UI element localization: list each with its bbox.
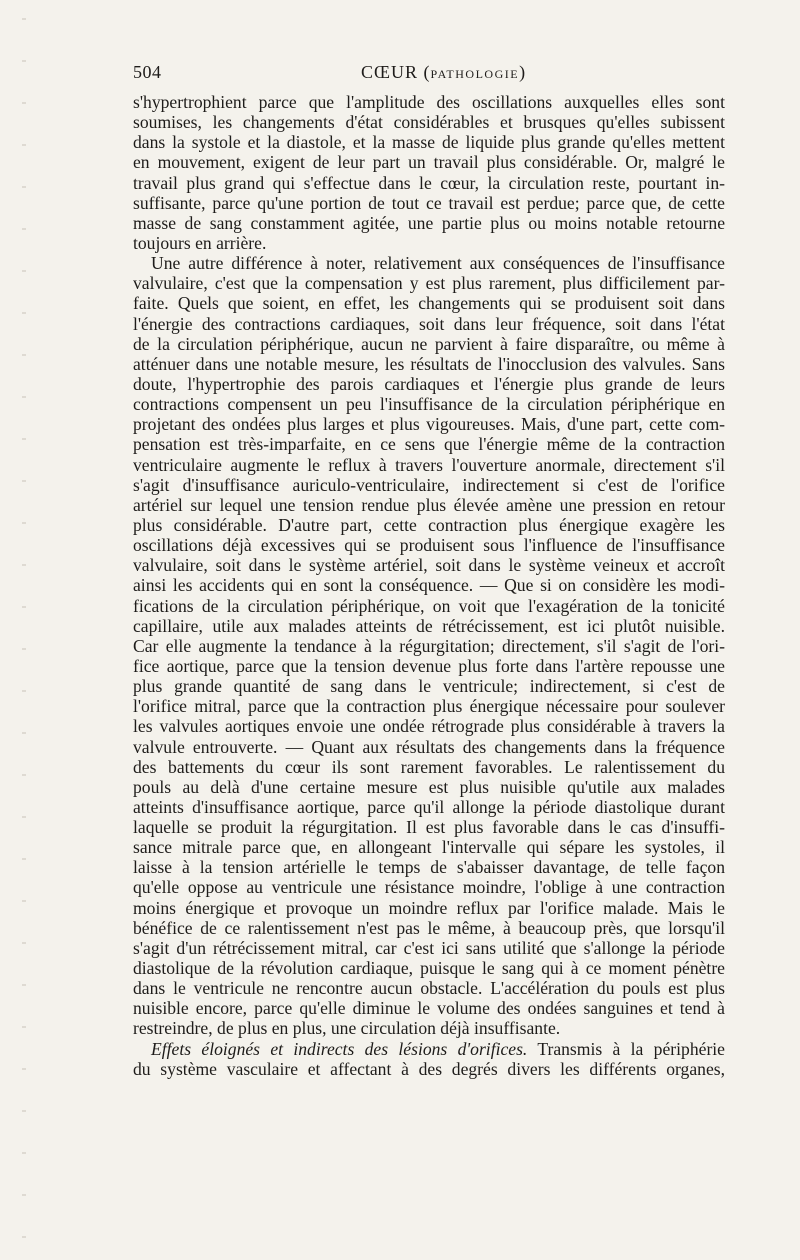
page-number: 504 [133, 62, 162, 82]
text-line: contractions compensent un peu l'insuffisance de la circulation périphérique en [133, 394, 725, 415]
body-text [133, 92, 725, 1079]
text-line: sance mitrale parce que, en allongeant l'intervalle qui sépare les systoles, il [133, 837, 725, 858]
text-line: plus grande quantité de sang dans le ventricule; indirectement, si c'est de [133, 676, 725, 697]
text-line: valvulaire, c'est que la compensation y est plus rarement, plus difficilement par- [133, 273, 725, 294]
text-line: projetant des ondées plus larges et plus vigoureuses. Mais, d'une part, cette com- [133, 414, 725, 435]
text-line: laisse à la tension artérielle le temps de s'abaisser davantage, de telle façon [133, 857, 725, 878]
text-line: de la circulation périphérique, aucun ne parvient à faire disparaître, ou même à [133, 333, 725, 354]
text-line: suffisante, parce qu'une portion de tout ce travail est perdue; parce que, de cette [133, 192, 725, 213]
text-line: soumises, les changements d'état considérables et brusques qu'elles subissent [133, 112, 725, 133]
running-title-main: CŒUR ( [361, 62, 431, 82]
text-line: masse de sang constamment agitée, une partie plus ou moins notable retourne [133, 212, 725, 233]
running-title-sub: PATHOLOGIE [430, 67, 520, 81]
text-line: toujours en arrière. [133, 232, 267, 253]
text-line: l'énergie des contractions cardiaques, soit dans leur fréquence, soit dans l'état [133, 313, 725, 334]
text-line: oscillations déjà excessives qui se produisent sous l'influence de l'insuffisance [133, 535, 725, 556]
text-line: ainsi les accidents qui en sont la conséquence. — Que si on considère les modi- [133, 575, 725, 596]
text-line: fications de la circulation périphérique, on voit que l'exagération de la tonicité [133, 595, 725, 616]
text-line: Une autre différence à noter, relativement aux conséquences de l'insuffisance [151, 253, 725, 274]
text-line: s'hypertrophient parce que l'amplitude des oscillations auxquelles elles sont [133, 92, 725, 112]
text-line: artériel sur lequel une tension rendue plus élevée amène une pression en retour [133, 494, 725, 515]
text-line: valvulaire, soit dans le système artériel, soit dans le système veineux et accroît [133, 555, 725, 576]
running-title-close: ) [519, 62, 527, 82]
text-line: en mouvement, exigent de leur part un travail plus considérable. Or, malgré le [133, 152, 725, 173]
text-line: faite. Quels que soient, en effet, les changements qui se produisent soit dans [133, 293, 725, 314]
text-line: les valvules aortiques envoie une ondée rétrograde plus considérable à travers la [133, 716, 725, 737]
text-line: travail plus grand qui s'effectue dans le cœur, la circulation reste, pourtant in- [133, 172, 725, 193]
text-line: valvule entrouverte. — Quant aux résultats des changements dans la fréquence [133, 736, 725, 757]
text-line: des battements du cœur ils sont rarement favorables. Le ralentissement du [133, 756, 725, 777]
text-line: moins énergique et provoque un moindre reflux par l'orifice malade. Mais le [133, 897, 725, 918]
subheading-line [133, 1039, 725, 1059]
text-line: nuisible encore, parce qu'elle diminue le volume des ondées sanguines et tend à [133, 998, 725, 1019]
text-line: ventriculaire augmente le reflux à travers l'ouverture anormale, directement s'il [133, 454, 725, 475]
text-line: plus considérable. D'autre part, cette contraction plus énergique exagère les [133, 514, 725, 535]
text-line: s'agit d'un rétrécissement mitral, car c'est ici sans utilité que s'allonge la période [133, 937, 725, 958]
text-line: s'agit d'insuffisance auriculo-ventriculaire, indirectement si c'est de l'orifice [133, 474, 725, 495]
text-line: fice aortique, parce que la tension devenue plus forte dans l'artère repousse une [133, 655, 725, 676]
subheading-rest: Transmis à la périphérie [527, 1038, 725, 1059]
running-header [133, 56, 733, 90]
text-line: l'orifice mitral, parce que la contraction plus énergique nécessaire pour soulever [133, 696, 725, 717]
text-line: pouls au delà d'une certaine mesure est plus nuisible qu'utile aux malades [133, 776, 725, 797]
text-line: du système vasculaire et affectant à des degrés divers les différents organes, [133, 1058, 725, 1079]
text-line: capillaire, utile aux malades atteints de rétrécissement, est ici plutôt nuisible. [133, 615, 725, 636]
text-line: atteints d'insuffisance aortique, parce qu'il allonge la période diastolique durant [133, 796, 725, 817]
text-line: pensation est très-imparfaite, en ce sens que l'énergie même de la contraction [133, 434, 725, 455]
text-line: Car elle augmente la tendance à la régurgitation; directement, s'il s'agit de l'ori- [133, 635, 725, 656]
binding-margin [22, 0, 26, 1260]
text-line: qu'elle oppose au ventricule une résistance moindre, l'oblige à une contraction [133, 877, 725, 898]
text-line: bénéfice de ce ralentissement n'est pas le même, à beaucoup près, que lorsqu'il [133, 917, 725, 938]
running-title [361, 62, 526, 83]
subheading-italic: Effets éloignés et indirects des lésions d'orifices. [151, 1038, 528, 1059]
text-line: dans la systole et la diastole, et la masse de liquide plus grande qu'elles mettent [133, 132, 725, 153]
text-line: atténuer dans une notable mesure, les résultats de l'inocclusion des valvules. Sans [133, 353, 725, 374]
text-line: doute, l'hypertrophie des parois cardiaques et l'énergie plus grande de leurs [133, 373, 725, 394]
text-line: laquelle se produit la régurgitation. Il est plus favorable dans le cas d'insuffi- [133, 817, 725, 838]
text-line: dans le ventricule ne rencontre aucun obstacle. L'accélération du pouls est plus [133, 978, 725, 999]
text-line: restreindre, de plus en plus, une circulation déjà insuffisante. [133, 1018, 561, 1039]
text-line: diastolique de la révolution cardiaque, puisque le sang qui à ce moment pénètre [133, 958, 725, 979]
